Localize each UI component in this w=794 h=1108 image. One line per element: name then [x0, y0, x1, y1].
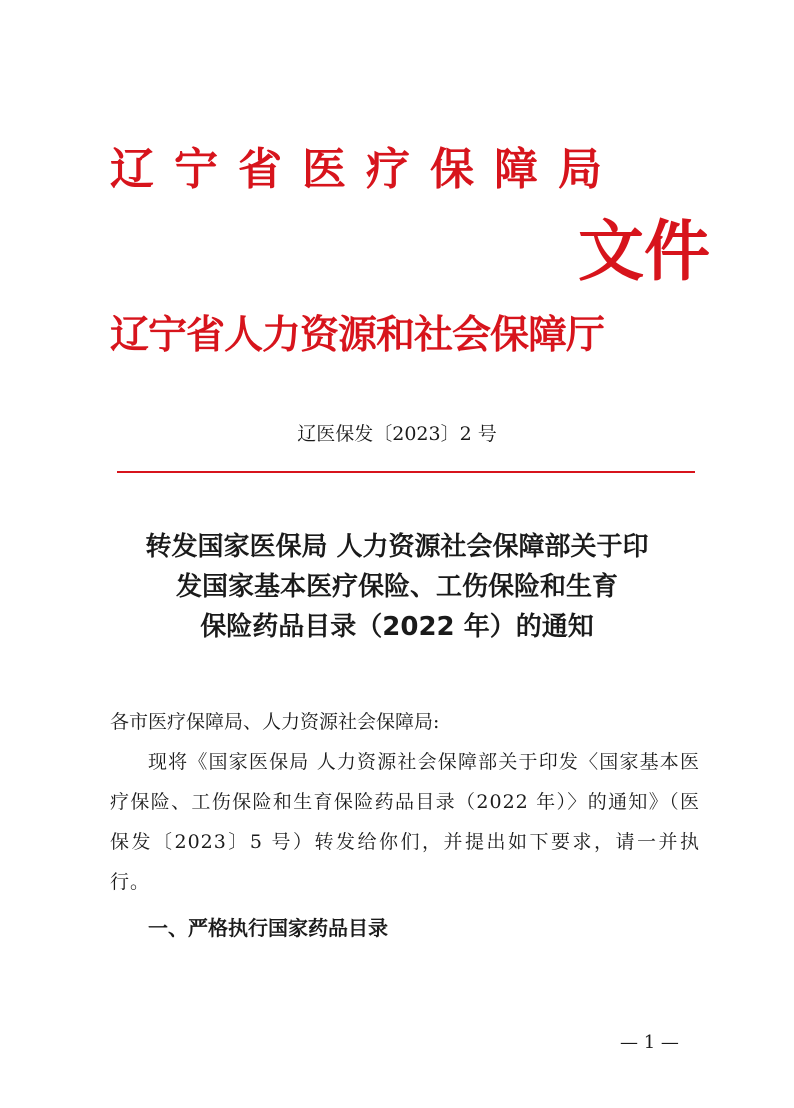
issuer-name-human-resources: 辽宁省人力资源和社会保障厅 [110, 313, 605, 358]
title-line-3: 保险药品目录（2022 年）的通知 [200, 612, 594, 642]
addressee: 各市医疗保障局、人力资源社会保障局: [110, 711, 440, 733]
issuer-name-medical-security: 辽宁省医疗保障局 [110, 144, 622, 195]
red-divider-line [117, 471, 695, 473]
section-heading: 一、严格执行国家药品目录 [148, 916, 388, 940]
title-line-1: 转发国家医保局 人力资源社会保障部关于印 [145, 532, 649, 562]
document-title [90, 527, 704, 647]
document-number: 辽医保发〔2023〕2 号 [297, 423, 497, 445]
body-paragraph: 现将《国家医保局 人力资源社会保障部关于印发〈国家基本医疗保险、工伤保险和生育保险药品目录（2022 年）〉的通知》（医保发〔2023〕5 号）转发给你们，并提出如下要求，请一并执行。 [110, 751, 700, 893]
document-type-label: 文件 [578, 213, 710, 290]
title-line-2: 发国家基本医疗保险、工伤保险和生育 [175, 572, 618, 602]
page-number: — 1 — [620, 1032, 679, 1053]
